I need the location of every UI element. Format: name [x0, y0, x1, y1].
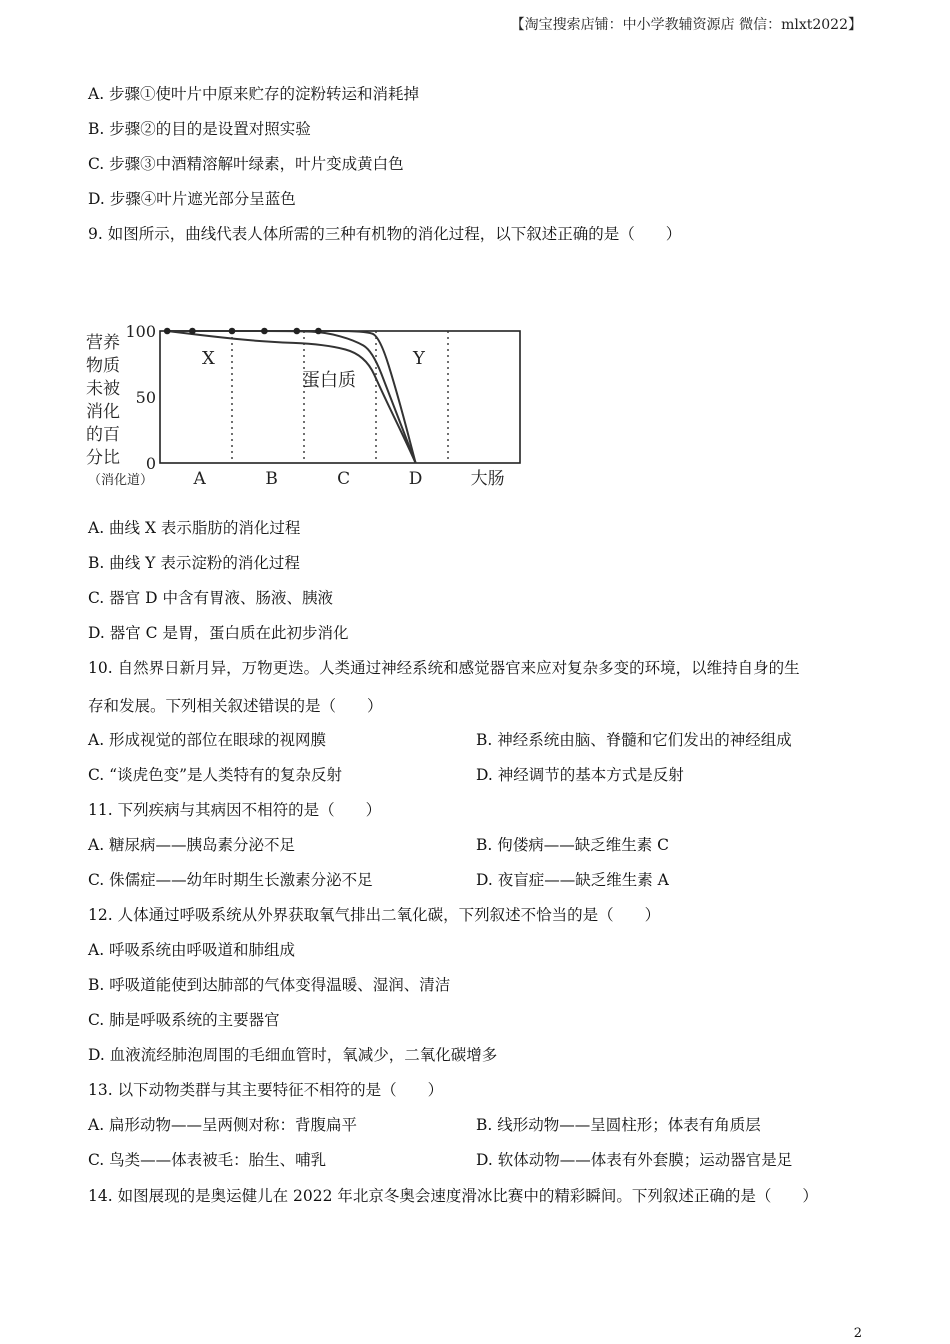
q13-option-d: D. 软体动物——体表有外套膜；运动器官是足: [476, 1151, 793, 1169]
x-category-label: C: [337, 469, 351, 489]
page-header: 【淘宝搜索店铺：中小学教辅资源店 微信：mlxt2022】: [510, 17, 862, 33]
q11-option-b: B. 佝偻病——缺乏维生素 C: [476, 836, 670, 854]
y-tick-label: 50: [135, 388, 156, 407]
data-point: [294, 328, 301, 335]
curve-label: 蛋白质: [302, 370, 356, 391]
q10-stem-line2: 存和发展。下列相关叙述错误的是（ ）: [88, 697, 383, 715]
q13-option-a: A. 扁形动物——呈两侧对称：背腹扁平: [88, 1116, 358, 1134]
x-category-label: 大肠: [470, 469, 505, 489]
y-label-line: 营养: [86, 333, 120, 353]
q10-option-a: A. 形成视觉的部位在眼球的视网膜: [88, 731, 327, 749]
q10-option-c: C. “谈虎色变”是人类特有的复杂反射: [88, 766, 343, 784]
q8-option-a: A. 步骤①使叶片中原来贮存的淀粉转运和消耗掉: [88, 85, 420, 103]
y-label-line: 未被: [86, 379, 120, 399]
q9-option-a: A. 曲线 X 表示脂肪的消化过程: [88, 519, 301, 537]
q13-stem: 13. 以下动物类群与其主要特征不相符的是（ ）: [88, 1081, 444, 1099]
q12-option-a: A. 呼吸系统由呼吸道和肺组成: [88, 941, 296, 959]
x-category-label: D: [408, 469, 423, 489]
q8-option-d: D. 步骤④叶片遮光部分呈蓝色: [88, 190, 296, 208]
q8-option-b: B. 步骤②的目的是设置对照实验: [88, 120, 311, 138]
q9-option-c: C. 器官 D 中含有胃液、肠液、胰液: [88, 589, 333, 607]
curve-label: X: [202, 348, 215, 369]
data-point: [229, 328, 236, 335]
curve-label: Y: [413, 348, 425, 369]
q9-option-b: B. 曲线 Y 表示淀粉的消化过程: [88, 554, 300, 572]
q13-option-b: B. 线形动物——呈圆柱形；体表有角质层: [476, 1116, 761, 1134]
q11-option-a: A. 糖尿病——胰岛素分泌不足: [88, 836, 296, 854]
q11-option-d: D. 夜盲症——缺乏维生素 A: [476, 871, 669, 889]
q13-option-c: C. 鸟类——体表被毛：胎生、哺乳: [88, 1151, 327, 1169]
q12-option-c: C. 肺是呼吸系统的主要器官: [88, 1011, 280, 1029]
y-tick-label: 100: [125, 322, 156, 341]
y-label-line: 物质: [86, 356, 120, 376]
data-point: [315, 328, 322, 335]
y-axis-label: [86, 333, 120, 468]
x-category-label: B: [265, 469, 278, 489]
q11-stem: 11. 下列疾病与其病因不相符的是（ ）: [88, 801, 382, 819]
y-label-line: 的百: [86, 425, 120, 445]
q12-option-d: D. 血液流经肺泡周围的毛细血管时，氧减少，二氧化碳增多: [88, 1046, 498, 1064]
q10-option-d: D. 神经调节的基本方式是反射: [476, 766, 684, 784]
x-category-label: A: [193, 469, 206, 489]
y-label-line: 分比: [86, 448, 120, 468]
q8-option-c: C. 步骤③中酒精溶解叶绿素，叶片变成黄白色: [88, 155, 404, 173]
digestion-chart: [80, 322, 540, 502]
data-point: [164, 328, 171, 335]
data-point: [189, 328, 196, 335]
y-label-line: 消化: [86, 402, 120, 422]
data-point: [261, 328, 268, 335]
q12-stem: 12. 人体通过呼吸系统从外界获取氧气排出二氧化碳，下列叙述不恰当的是（ ）: [88, 906, 661, 924]
q10-stem-line1: 10. 自然界日新月异，万物更迭。人类通过神经系统和感觉器官来应对复杂多变的环境，以维持自身的生: [88, 659, 800, 677]
page-number: 2: [853, 1326, 862, 1341]
q12-option-b: B. 呼吸道能使到达肺部的气体变得温暖、湿润、清洁: [88, 976, 451, 994]
q9-option-d: D. 器官 C 是胃，蛋白质在此初步消化: [88, 624, 349, 642]
x-axis-prefix: （消化道）: [88, 473, 154, 488]
q11-option-c: C. 侏儒症——幼年时期生长激素分泌不足: [88, 871, 373, 889]
y-tick-label: 0: [145, 454, 156, 473]
q9-stem: 9. 如图所示，曲线代表人体所需的三种有机物的消化过程，以下叙述正确的是（ ）: [88, 225, 682, 243]
q14-stem: 14. 如图展现的是奥运健儿在 2022 年北京冬奥会速度滑冰比赛中的精彩瞬间。下列叙述正确的是（ ）: [88, 1187, 818, 1205]
q10-option-b: B. 神经系统由脑、脊髓和它们发出的神经组成: [476, 731, 792, 749]
